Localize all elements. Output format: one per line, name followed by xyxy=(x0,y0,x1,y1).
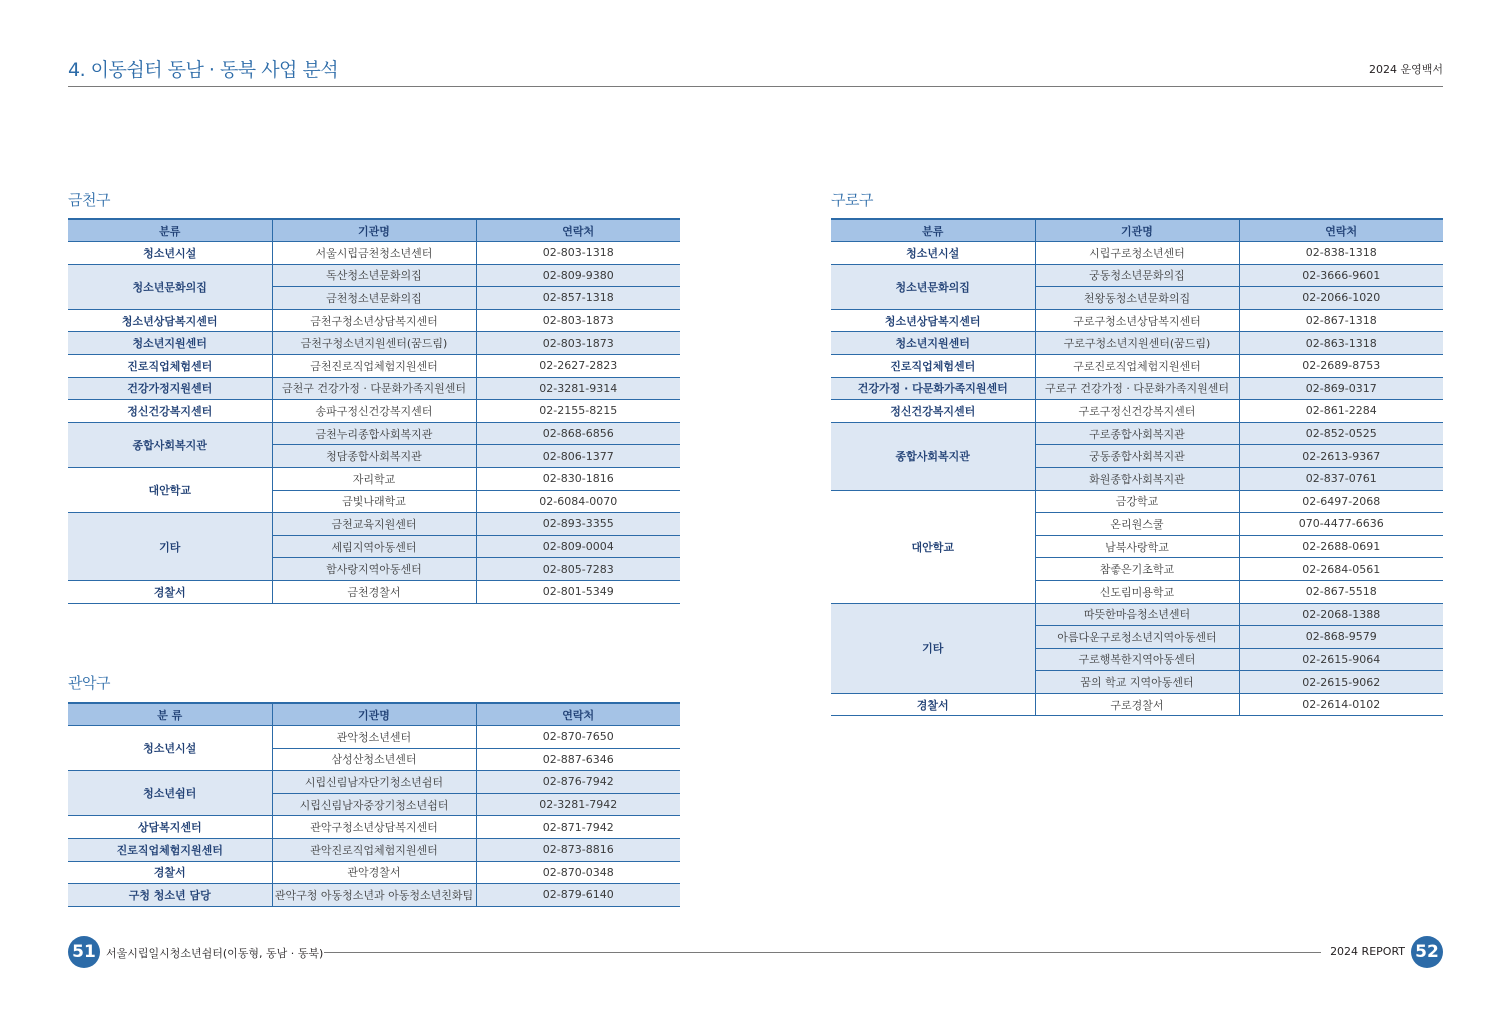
phone-number-cell: 02-805-7283 xyxy=(476,558,680,581)
table-row xyxy=(68,264,680,287)
category-cell: 청소년시설 xyxy=(68,242,272,265)
phone-number-cell: 02-2688-0691 xyxy=(1239,535,1443,558)
category-cell: 경찰서 xyxy=(68,580,272,603)
table-row xyxy=(68,513,680,536)
report-year-label: 2024 운영백서 xyxy=(1369,63,1443,76)
category-cell: 청소년시설 xyxy=(68,726,272,771)
institution-name-cell: 금천경찰서 xyxy=(272,580,476,603)
table-row xyxy=(68,816,680,839)
phone-number-cell: 02-837-0761 xyxy=(1239,467,1443,490)
category-cell: 청소년상담복지센터 xyxy=(831,309,1035,332)
table-row xyxy=(831,422,1443,445)
phone-number-cell: 02-887-6346 xyxy=(476,748,680,771)
category-cell: 종합사회복지관 xyxy=(831,422,1035,490)
category-cell: 청소년시설 xyxy=(831,242,1035,265)
phone-number-cell: 02-838-1318 xyxy=(1239,242,1443,265)
institution-name-cell: 시립구로청소년센터 xyxy=(1035,242,1239,265)
phone-number-cell: 02-2615-9064 xyxy=(1239,648,1443,671)
institution-name-cell: 청담종합사회복지관 xyxy=(272,445,476,468)
category-cell: 청소년문화의집 xyxy=(831,264,1035,309)
institution-name-cell: 구로구정신건강복지센터 xyxy=(1035,400,1239,423)
phone-number-cell: 02-867-5518 xyxy=(1239,580,1443,603)
category-cell: 진로직업체험센터 xyxy=(831,354,1035,377)
phone-number-cell: 02-803-1318 xyxy=(476,242,680,265)
institution-name-cell: 송파구정신건강복지센터 xyxy=(272,400,476,423)
institution-name-cell: 관악구청소년상담복지센터 xyxy=(272,816,476,839)
column-header-category: 분류 xyxy=(831,219,1035,242)
institution-name-cell: 금천구청소년상담복지센터 xyxy=(272,309,476,332)
category-cell: 종합사회복지관 xyxy=(68,422,272,467)
institution-name-cell: 구로구청소년상담복지센터 xyxy=(1035,309,1239,332)
directory-table-guro xyxy=(831,218,1443,716)
institution-name-cell: 금천진로직업체험지원센터 xyxy=(272,354,476,377)
phone-number-cell: 02-873-8816 xyxy=(476,838,680,861)
column-header-contact: 연락처 xyxy=(476,703,680,726)
institution-name-cell: 남북사랑학교 xyxy=(1035,535,1239,558)
table-row xyxy=(68,771,680,794)
table-row xyxy=(68,422,680,445)
institution-name-cell: 화원종합사회복지관 xyxy=(1035,467,1239,490)
column-header-category: 분 류 xyxy=(68,703,272,726)
category-cell: 진로직업체험센터 xyxy=(68,354,272,377)
institution-name-cell: 금천청소년문화의집 xyxy=(272,287,476,310)
institution-name-cell: 삼성산청소년센터 xyxy=(272,748,476,771)
table-row xyxy=(831,309,1443,332)
category-cell: 청소년지원센터 xyxy=(831,332,1035,355)
institution-name-cell: 금천누리종합사회복지관 xyxy=(272,422,476,445)
phone-number-cell: 02-876-7942 xyxy=(476,771,680,794)
phone-number-cell: 02-830-1816 xyxy=(476,467,680,490)
category-cell: 청소년문화의집 xyxy=(68,264,272,309)
table-row xyxy=(831,693,1443,716)
section-title-gwanak: 관악구 xyxy=(68,674,110,692)
phone-number-cell: 02-2613-9367 xyxy=(1239,445,1443,468)
footer-divider xyxy=(324,952,1321,953)
institution-name-cell: 독산청소년문화의집 xyxy=(272,264,476,287)
phone-number-cell: 02-803-1873 xyxy=(476,309,680,332)
category-cell: 경찰서 xyxy=(68,861,272,884)
phone-number-cell: 02-869-0317 xyxy=(1239,377,1443,400)
table-row xyxy=(831,264,1443,287)
column-header-category: 분류 xyxy=(68,219,272,242)
category-cell: 구청 청소년 담당 xyxy=(68,884,272,907)
institution-name-cell: 함사랑지역아동센터 xyxy=(272,558,476,581)
institution-name-cell: 금강학교 xyxy=(1035,490,1239,513)
institution-name-cell: 궁동종합사회복지관 xyxy=(1035,445,1239,468)
phone-number-cell: 02-2689-8753 xyxy=(1239,354,1443,377)
institution-name-cell: 신도림미용학교 xyxy=(1035,580,1239,603)
category-cell: 건강가정 · 다문화가족지원센터 xyxy=(831,377,1035,400)
phone-number-cell: 02-868-6856 xyxy=(476,422,680,445)
phone-number-cell: 02-3281-9314 xyxy=(476,377,680,400)
phone-number-cell: 02-3666-9601 xyxy=(1239,264,1443,287)
institution-name-cell: 시립신림남자단기청소년쉼터 xyxy=(272,771,476,794)
category-cell: 대안학교 xyxy=(831,490,1035,603)
institution-name-cell: 금천구 건강가정 · 다문화가족지원센터 xyxy=(272,377,476,400)
column-header-institution: 기관명 xyxy=(272,703,476,726)
column-header-contact: 연락처 xyxy=(476,219,680,242)
phone-number-cell: 02-870-7650 xyxy=(476,726,680,749)
page-number-right: 52 xyxy=(1411,936,1443,968)
institution-name-cell: 아름다운구로청소년지역아동센터 xyxy=(1035,626,1239,649)
header-divider xyxy=(68,86,1443,87)
table-row xyxy=(68,354,680,377)
phone-number-cell: 02-2615-9062 xyxy=(1239,671,1443,694)
phone-number-cell: 02-801-5349 xyxy=(476,580,680,603)
column-header-institution: 기관명 xyxy=(1035,219,1239,242)
table-row xyxy=(68,400,680,423)
section-title-geumcheon: 금천구 xyxy=(68,191,110,209)
category-cell: 진로직업체험지원센터 xyxy=(68,838,272,861)
page-footer xyxy=(68,936,1443,968)
column-header-institution: 기관명 xyxy=(272,219,476,242)
page-title: 4. 이동쉼터 동남 · 동북 사업 분석 xyxy=(68,59,339,81)
institution-name-cell: 관악진로직업체험지원센터 xyxy=(272,838,476,861)
table-row xyxy=(68,884,680,907)
phone-number-cell: 02-6084-0070 xyxy=(476,490,680,513)
institution-name-cell: 관악경찰서 xyxy=(272,861,476,884)
category-cell: 기타 xyxy=(68,513,272,581)
phone-number-cell: 02-6497-2068 xyxy=(1239,490,1443,513)
phone-number-cell: 02-857-1318 xyxy=(476,287,680,310)
institution-name-cell: 따뜻한마음청소년센터 xyxy=(1035,603,1239,626)
table-row xyxy=(831,242,1443,265)
table-row xyxy=(831,603,1443,626)
institution-name-cell: 천왕동청소년문화의집 xyxy=(1035,287,1239,310)
phone-number-cell: 02-861-2284 xyxy=(1239,400,1443,423)
phone-number-cell: 02-2684-0561 xyxy=(1239,558,1443,581)
category-cell: 경찰서 xyxy=(831,693,1035,716)
phone-number-cell: 02-2066-1020 xyxy=(1239,287,1443,310)
table-row xyxy=(831,400,1443,423)
category-cell: 대안학교 xyxy=(68,467,272,512)
institution-name-cell: 참좋은기초학교 xyxy=(1035,558,1239,581)
category-cell: 청소년쉼터 xyxy=(68,771,272,816)
institution-name-cell: 구로구청소년지원센터(꿈드림) xyxy=(1035,332,1239,355)
institution-name-cell: 자리학교 xyxy=(272,467,476,490)
category-cell: 청소년상담복지센터 xyxy=(68,309,272,332)
institution-name-cell: 관악청소년센터 xyxy=(272,726,476,749)
phone-number-cell: 02-867-1318 xyxy=(1239,309,1443,332)
institution-name-cell: 궁동청소년문화의집 xyxy=(1035,264,1239,287)
section-title-guro: 구로구 xyxy=(831,191,873,209)
category-cell: 건강가정지원센터 xyxy=(68,377,272,400)
directory-table-geumcheon xyxy=(68,218,680,604)
phone-number-cell: 02-868-9579 xyxy=(1239,626,1443,649)
category-cell: 정신건강복지센터 xyxy=(831,400,1035,423)
institution-name-cell: 구로구 건강가정 · 다문화가족지원센터 xyxy=(1035,377,1239,400)
phone-number-cell: 070-4477-6636 xyxy=(1239,513,1443,536)
institution-name-cell: 세림지역아동센터 xyxy=(272,535,476,558)
table-row xyxy=(68,309,680,332)
category-cell: 청소년지원센터 xyxy=(68,332,272,355)
institution-name-cell: 금빛나래학교 xyxy=(272,490,476,513)
footer-report-label: 2024 REPORT xyxy=(1330,945,1405,958)
phone-number-cell: 02-806-1377 xyxy=(476,445,680,468)
table-row xyxy=(68,377,680,400)
category-cell: 기타 xyxy=(831,603,1035,693)
phone-number-cell: 02-809-9380 xyxy=(476,264,680,287)
table-row xyxy=(68,467,680,490)
phone-number-cell: 02-879-6140 xyxy=(476,884,680,907)
phone-number-cell: 02-2155-8215 xyxy=(476,400,680,423)
category-cell: 상담복지센터 xyxy=(68,816,272,839)
category-cell: 정신건강복지센터 xyxy=(68,400,272,423)
phone-number-cell: 02-803-1873 xyxy=(476,332,680,355)
institution-name-cell: 온리원스쿨 xyxy=(1035,513,1239,536)
institution-name-cell: 구로진로직업체험지원센터 xyxy=(1035,354,1239,377)
phone-number-cell: 02-863-1318 xyxy=(1239,332,1443,355)
institution-name-cell: 금천구청소년지원센터(꿈드림) xyxy=(272,332,476,355)
table-row xyxy=(68,726,680,749)
phone-number-cell: 02-893-3355 xyxy=(476,513,680,536)
phone-number-cell: 02-2627-2823 xyxy=(476,354,680,377)
table-row xyxy=(831,490,1443,513)
table-row xyxy=(68,332,680,355)
table-row xyxy=(831,332,1443,355)
phone-number-cell: 02-871-7942 xyxy=(476,816,680,839)
table-row xyxy=(68,838,680,861)
institution-name-cell: 꿈의 학교 지역아동센터 xyxy=(1035,671,1239,694)
institution-name-cell: 관악구청 아동청소년과 아동청소년친화팀 xyxy=(272,884,476,907)
institution-name-cell: 구로종합사회복지관 xyxy=(1035,422,1239,445)
phone-number-cell: 02-3281-7942 xyxy=(476,793,680,816)
institution-name-cell: 서울시립금천청소년센터 xyxy=(272,242,476,265)
institution-name-cell: 시립신림남자중장기청소년쉼터 xyxy=(272,793,476,816)
institution-name-cell: 금천교육지원센터 xyxy=(272,513,476,536)
phone-number-cell: 02-870-0348 xyxy=(476,861,680,884)
phone-number-cell: 02-809-0004 xyxy=(476,535,680,558)
table-row xyxy=(68,580,680,603)
table-row xyxy=(68,242,680,265)
page-number-left: 51 xyxy=(68,936,100,968)
institution-name-cell: 구로경찰서 xyxy=(1035,693,1239,716)
table-row xyxy=(68,861,680,884)
column-header-contact: 연락처 xyxy=(1239,219,1443,242)
phone-number-cell: 02-852-0525 xyxy=(1239,422,1443,445)
institution-name-cell: 구로행복한지역아동센터 xyxy=(1035,648,1239,671)
footer-publication-title: 서울시립일시청소년쉼터(이동형, 동남 · 동북) xyxy=(106,947,324,960)
table-row xyxy=(831,377,1443,400)
directory-table-gwanak xyxy=(68,702,680,907)
table-row xyxy=(831,354,1443,377)
phone-number-cell: 02-2068-1388 xyxy=(1239,603,1443,626)
phone-number-cell: 02-2614-0102 xyxy=(1239,693,1443,716)
